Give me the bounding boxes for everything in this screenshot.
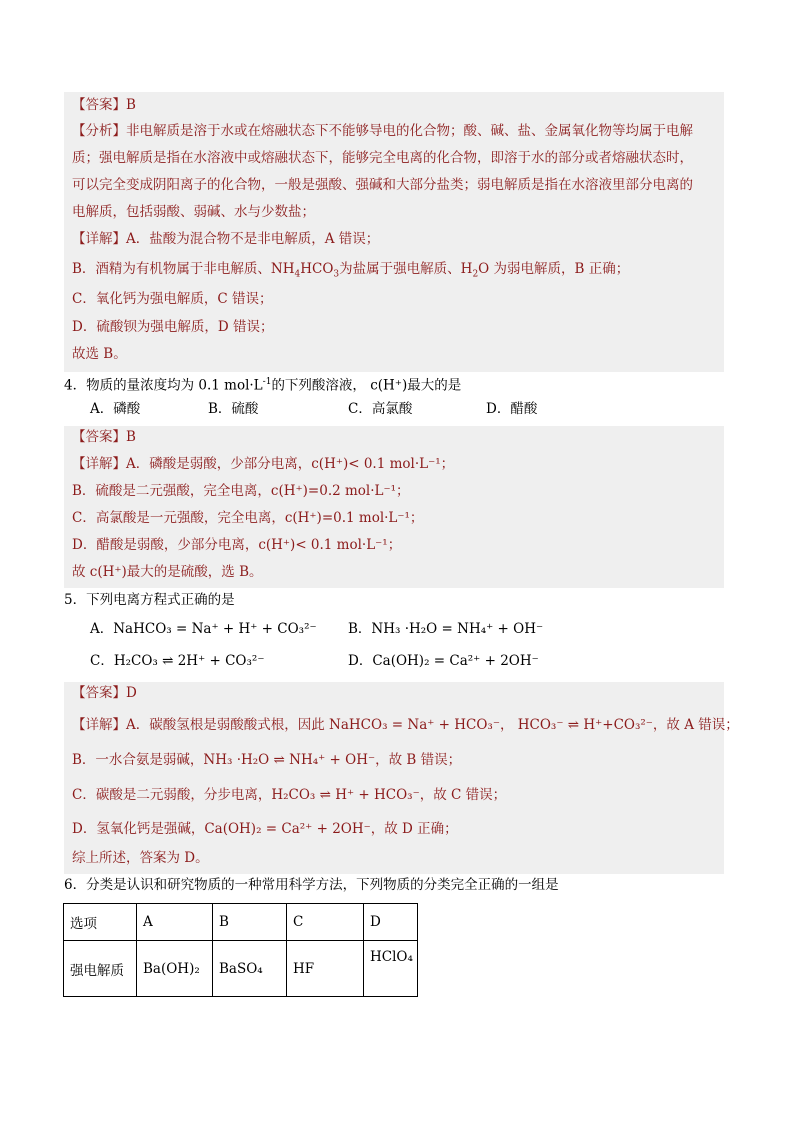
table-cell: D — [364, 904, 418, 941]
analysis-line-4: 电解质，包括弱酸、弱碱、水与少数盐； — [72, 204, 315, 220]
q4-detail-b: B．硫酸是二元强酸，完全电离，c(H⁺)=0.2 mol·L⁻¹； — [72, 483, 410, 499]
q5-detail-a: 【详解】A．碳酸氢根是弱酸酸式根，因此 NaHCO₃ = Na⁺ + HCO₃⁻， HCO₃⁻ ⇌ H⁺+CO₃²⁻，故 A 错误； — [72, 717, 739, 733]
q4-detail-a: 【详解】A．磷酸是弱酸，少部分电离，c(H⁺)< 0.1 mol·L⁻¹； — [72, 456, 455, 472]
detail-line-a: 【详解】A．盐酸为混合物不是非电解质，A 错误； — [72, 231, 380, 247]
q4-option-d: D．醋酸 — [486, 401, 538, 417]
q4-option-b: B．硫酸 — [208, 401, 259, 417]
question-6-stem: 6．分类是认识和研究物质的一种常用科学方法，下列物质的分类完全正确的一组是 — [64, 877, 559, 893]
table-row — [64, 941, 418, 997]
table-header-row — [64, 904, 418, 941]
q5-conclusion: 综上所述，答案为 D。 — [72, 850, 209, 866]
q5-option-c: C．H₂CO₃ ⇌ 2H⁺ + CO₃²⁻ — [90, 653, 265, 669]
q5-option-d: D．Ca(OH)₂ = Ca²⁺ + 2OH⁻ — [348, 653, 539, 669]
analysis-line-2: 质；强电解质是指在水溶液中或熔融状态下，能够完全电离的化合物，即溶于水的部分或者熔融状态时， — [72, 150, 693, 166]
q4-detail-d: D．醋酸是弱酸，少部分电离，c(H⁺)< 0.1 mol·L⁻¹； — [72, 537, 402, 553]
q5-answer-line: 【答案】D — [72, 685, 137, 701]
q4-detail-c: C．高氯酸是一元强酸，完全电离，c(H⁺)=0.1 mol·L⁻¹； — [72, 510, 424, 526]
q5-detail-b: B．一水合氨是弱碱，NH₃ ·H₂O ⇌ NH₄⁺ + OH⁻，故 B 错误； — [72, 752, 462, 768]
answer-block-5 — [64, 682, 739, 874]
question-5-stem: 5．下列电离方程式正确的是 — [64, 592, 235, 608]
table-cell: A — [137, 904, 213, 941]
q4-option-a: A．磷酸 — [90, 401, 141, 417]
detail-line-b: B．酒精为有机物属于非电解质、$NH_4HCO_3$为盐属于强电解质、$H_2O$ 为弱电解质，B 正确； — [72, 261, 630, 280]
q5-detail-d: D．氢氧化钙是强碱，Ca(OH)₂ = Ca²⁺ + 2OH⁻，故 D 正确； — [72, 821, 458, 837]
table-cell: C — [287, 904, 364, 941]
classification-table — [63, 903, 418, 997]
analysis-tag: 【分析】 — [72, 123, 126, 139]
analysis-line-1: 【分析】非电解质是溶于水或在熔融状态下不能够导电的化合物；酸、碱、盐、金属氧化物等均属于电解 — [72, 123, 693, 139]
q4-option-c: C．高氯酸 — [348, 401, 413, 417]
table-cell: Ba(OH)₂ — [137, 941, 213, 997]
conclusion-1: 故选 B。 — [72, 346, 127, 362]
detail-line-c: C．氧化钙为强电解质，C 错误； — [72, 291, 273, 307]
question-4-stem: 4．物质的量浓度均为 0.1 $mol\cdot L^{-1}$的下列酸溶液， c(H⁺)最大的是 — [64, 377, 462, 394]
table-cell: HF — [287, 941, 364, 997]
q4-conclusion: 故 c(H⁺)最大的是硫酸，选 B。 — [72, 564, 263, 580]
q4-answer-line: 【答案】B — [72, 429, 136, 445]
table-cell: HClO₄ — [364, 941, 418, 997]
answer-line: 【答案】B — [72, 97, 136, 113]
analysis-line-3: 可以完全变成阴阳离子的化合物，一般是强酸、强碱和大部分盐类；弱电解质是指在水溶液里部分电离的 — [72, 177, 693, 193]
table-cell: BaSO₄ — [213, 941, 287, 997]
table-cell: B — [213, 904, 287, 941]
detail-tag: 【详解】 — [72, 231, 126, 247]
answer-tag: 【答案】 — [72, 97, 126, 113]
table-cell: 强电解质 — [64, 941, 137, 997]
q5-detail-c: C．碳酸是二元弱酸，分步电离，H₂CO₃ ⇌ H⁺ + HCO₃⁻，故 C 错误； — [72, 787, 507, 803]
table-cell: 选项 — [64, 904, 137, 941]
q5-option-b: B．NH₃ ·H₂O = NH₄⁺ + OH⁻ — [348, 621, 544, 637]
q5-option-a: A．NaHCO₃ = Na⁺ + H⁺ + CO₃²⁻ — [90, 621, 317, 637]
detail-line-d: D．硫酸钡为强电解质，D 错误； — [72, 319, 274, 335]
